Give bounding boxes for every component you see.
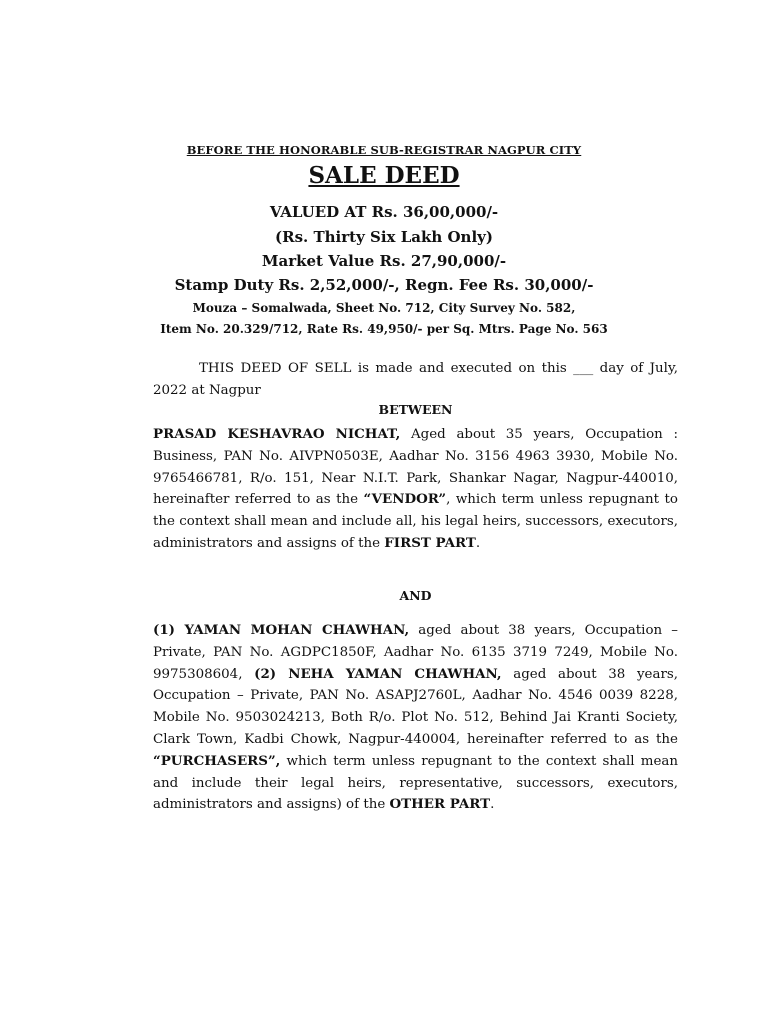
valued-words-line: (Rs. Thirty Six Lakh Only)	[275, 228, 493, 246]
vendor-end: .	[475, 535, 481, 551]
vendor-name: PRASAD KESHAVRAO NICHAT,	[153, 426, 401, 442]
court-heading: BEFORE THE HONORABLE SUB-REGISTRAR NAGPUR CITY	[186, 143, 582, 157]
purchasers-part: OTHER PART	[389, 796, 491, 813]
valued-at-line: VALUED AT Rs. 36,00,000/-	[269, 203, 499, 221]
vendor-role: “VENDOR”	[363, 491, 447, 508]
mouza-line: Mouza – Somalwada, Sheet No. 712, City Survey No. 582,	[192, 301, 576, 315]
stamp-duty-line: Stamp Duty Rs. 2,52,000/-, Regn. Fee Rs. 30,000/-	[174, 276, 594, 294]
purchasers-role: “PURCHASERS”,	[153, 752, 281, 769]
item-rate-line: Item No. 20.329/712, Rate Rs. 49,950/- per Sq. Mtrs. Page No. 563	[160, 322, 608, 336]
document-title: SALE DEED	[308, 162, 460, 189]
vendor-tail: , which term unless repugnant to the context shall mean and include all, his legal heirs, successors, executors, administrators and assigns of the	[153, 492, 678, 551]
purchaser-1-details: aged about 38 years, Occupation – Private, PAN No. AGDPC1850F, Aadhar No. 6135 3719 7249, Mobile No. 9975308604,	[153, 623, 678, 682]
between-heading: BETWEEN	[378, 402, 453, 417]
and-heading: AND	[399, 588, 432, 603]
vendor-paragraph	[153, 424, 678, 555]
purchaser-1-name: (1) YAMAN MOHAN CHAWHAN,	[153, 622, 410, 638]
vendor-details: Aged about 35 years, Occupation : Business, PAN No. AIVPN0503E, Aadhar No. 3156 4963 3930, Mobile No. 9765466781, R/o. 151, Near N.I.T. Park, Shankar Nagar, Nagpur-440010, hereinafter referred to as the	[153, 427, 678, 508]
purchasers-paragraph	[153, 620, 678, 816]
market-value-line: Market Value Rs. 27,90,000/-	[261, 252, 507, 270]
purchasers-end: .	[490, 797, 495, 813]
purchaser-2-details: aged about 38 years, Occupation – Private, PAN No. ASAPJ2760L, Aadhar No. 4546 0039 8228, Mobile No. 9503024213, Both R/o. Plot No. 512, Behind Jai Kranti Society, Clark Town, Kadbi Chowk, Nagpur-440004, hereinafter referred to as the	[153, 666, 678, 747]
purchasers-tail: which term unless repugnant to the context shall mean and include their legal heirs, representative, successors, executors, administrators and assigns) of the	[153, 753, 678, 813]
vendor-part: FIRST PART	[384, 534, 476, 551]
intro-paragraph: THIS DEED OF SELL is made and executed on this ___ day of July, 2022 at Nagpur	[153, 361, 678, 398]
purchaser-2-name: (2) NEHA YAMAN CHAWHAN,	[254, 665, 502, 682]
